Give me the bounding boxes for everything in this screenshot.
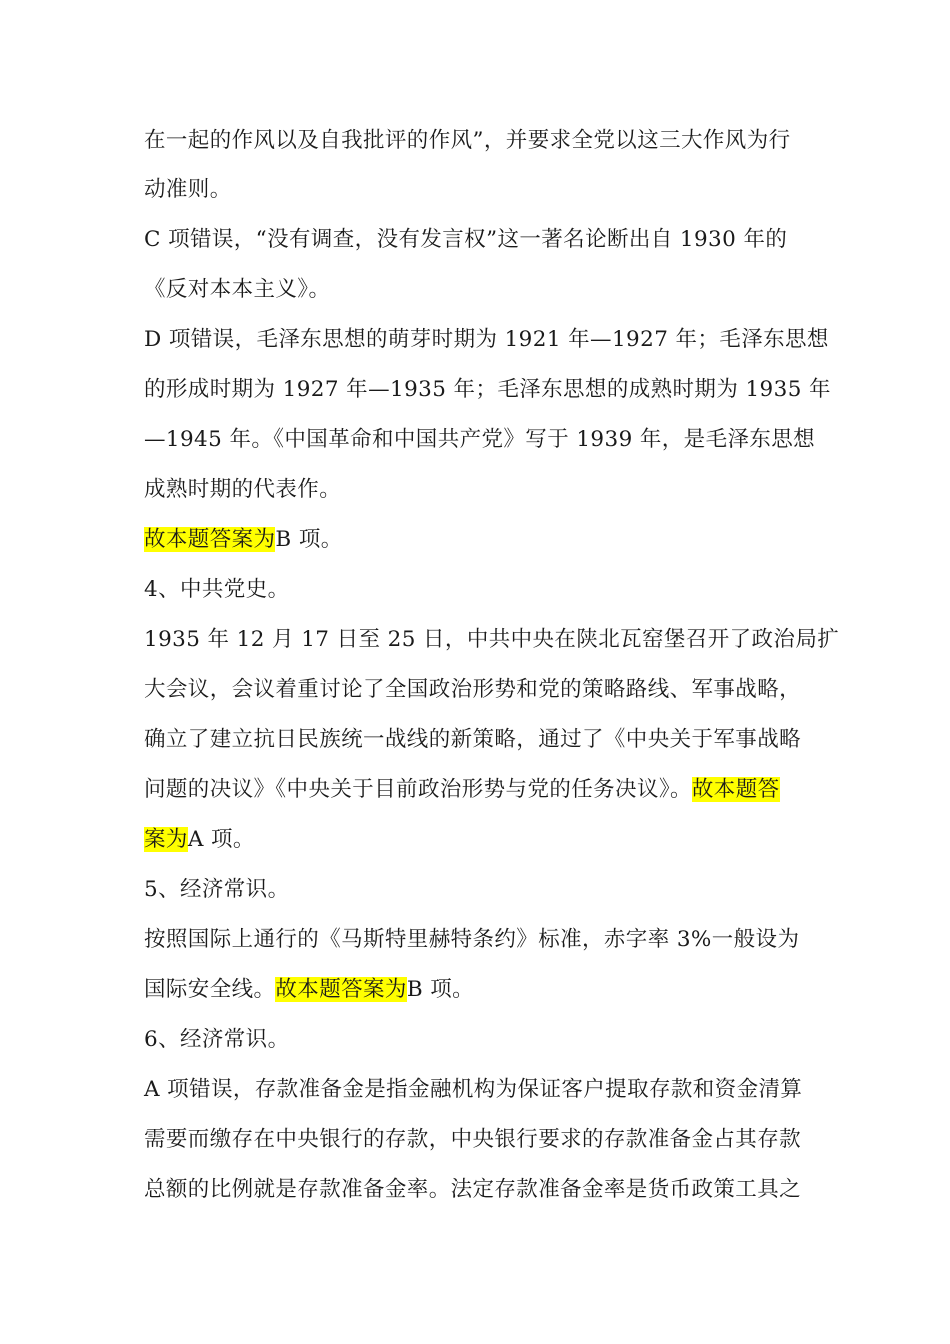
text-line (144, 222, 787, 258)
text-segment: A 项。 (187, 827, 255, 852)
text-line (144, 123, 791, 159)
text-segment: 动准则。 (144, 177, 232, 202)
text-line (144, 972, 474, 1008)
text-segment: 4、中共党史。 (144, 577, 290, 602)
text-segment: 成熟时期的代表作。 (144, 477, 342, 502)
text-line (144, 772, 780, 808)
text-line (144, 722, 801, 758)
text-line (144, 1122, 801, 1158)
text-segment: 《反对本本主义》。 (144, 277, 331, 302)
answer-highlight: 故本题答 (691, 777, 780, 802)
text-line (144, 622, 839, 658)
text-segment: 1935 年 12 月 17 日至 25 日，中共中央在陕北瓦窑堡召开了政治局扩 (144, 627, 840, 652)
text-segment: 大会议，会议着重讨论了全国政治形势和党的策略路线、军事战略， (144, 677, 802, 702)
text-segment: —1945 年。《中国革命和中国共产党》写于 1939 年，是毛泽东思想 (144, 427, 816, 452)
text-line (144, 672, 801, 708)
text-line (144, 1072, 802, 1108)
text-line (144, 322, 829, 358)
text-line (144, 372, 831, 408)
text-segment: A 项错误，存款准备金是指金融机构为保证客户提取存款和资金清算 (144, 1077, 803, 1102)
text-segment: 确立了建立抗日民族统一战线的新策略，通过了《中央关于军事战略 (144, 727, 802, 752)
text-line (144, 472, 341, 508)
text-segment: D 项错误，毛泽东思想的萌芽时期为 1921 年—1927 年；毛泽东思想 (144, 327, 829, 352)
section-heading (144, 572, 289, 608)
text-segment: 的形成时期为 1927 年—1935 年；毛泽东思想的成熟时期为 1935 年 (144, 377, 831, 402)
text-segment: 按照国际上通行的《马斯特里赫特条约》标准，赤字率 3%一般设为 (144, 927, 800, 952)
text-line (144, 422, 815, 458)
text-segment: C 项错误，“没有调查，没有发言权”这一著名论断出自 1930 年的 (144, 227, 788, 252)
answer-highlight: 故本题答案为 (144, 527, 276, 552)
text-segment: 问题的决议》《中央关于目前政治形势与党的任务决议》。 (144, 777, 692, 802)
text-segment: 总额的比例就是存款准备金率。法定存款准备金率是货币政策工具之 (144, 1177, 802, 1202)
text-line (144, 822, 255, 858)
section-heading (144, 1022, 289, 1058)
text-segment: 需要而缴存在中央银行的存款，中央银行要求的存款准备金占其存款 (144, 1127, 802, 1152)
text-line (144, 522, 343, 558)
answer-highlight: 故本题答案为 (275, 977, 407, 1002)
text-segment: 在一起的作风以及自我批评的作风”，并要求全党以这三大作风为行 (144, 128, 791, 153)
text-line (144, 272, 330, 308)
text-line (144, 172, 232, 208)
text-line (144, 1172, 801, 1208)
text-line (144, 922, 799, 958)
text-segment: 国际安全线。 (144, 977, 276, 1002)
answer-highlight: 案为 (144, 827, 188, 852)
text-segment: B 项。 (406, 977, 475, 1002)
text-segment: 6、经济常识。 (144, 1027, 290, 1052)
text-segment: B 项。 (275, 527, 343, 552)
text-segment: 5、经济常识。 (144, 877, 290, 902)
section-heading (144, 872, 289, 908)
